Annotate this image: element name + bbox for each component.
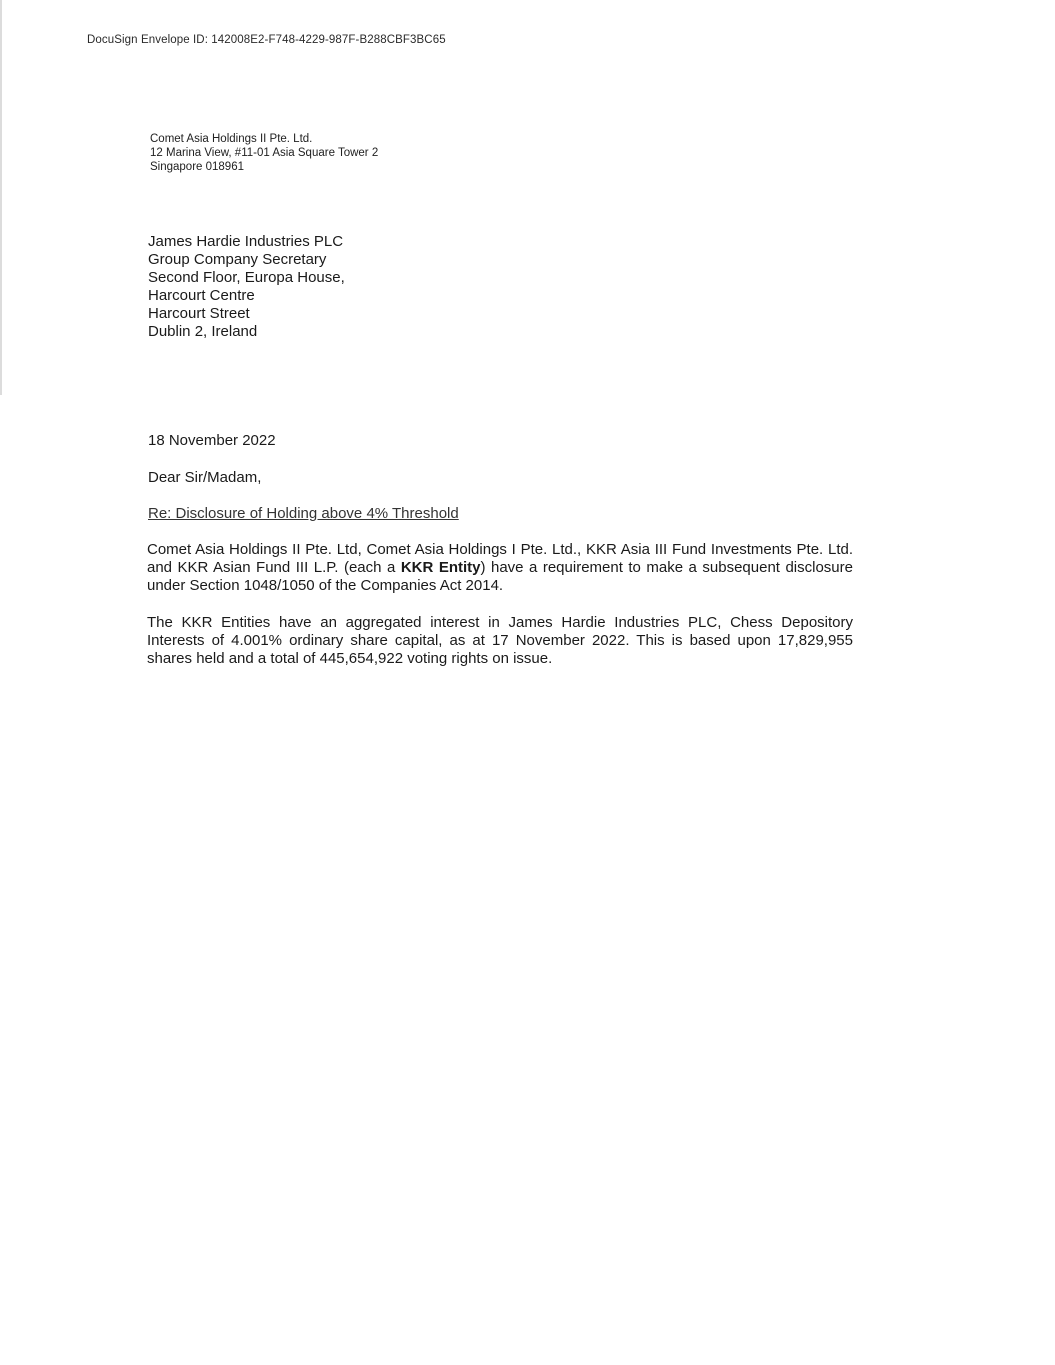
recipient-line: Harcourt Centre — [148, 287, 255, 304]
paragraph-text: ) have a requirement to make a subsequent disclosure under Section 1048/1050 of the Companies Act 2014. — [147, 559, 853, 594]
paragraph-entities — [147, 541, 853, 595]
letter-date: 18 November 2022 — [148, 432, 276, 449]
sender-line: Comet Asia Holdings II Pte. Ltd. — [150, 133, 313, 145]
sender-line: Singapore 018961 — [150, 161, 244, 173]
recipient-address — [148, 233, 345, 341]
recipient-line: Harcourt Street — [148, 305, 250, 322]
subject-line: Re: Disclosure of Holding above 4% Threshold — [148, 505, 459, 522]
docusign-envelope-id: DocuSign Envelope ID: 142008E2-F748-4229-987F-B288CBF3BC65 — [87, 34, 446, 46]
defined-term: KKR Entity — [400, 559, 481, 576]
scan-edge — [0, 0, 2, 395]
paragraph-text: Comet Asia Holdings II Pte. Ltd, Comet Asia Holdings I Pte. Ltd., KKR Asia III Fund Investments Pte. Ltd. and KKR Asian Fund III L.P. (each a — [147, 541, 853, 576]
recipient-line: Second Floor, Europa House, — [148, 269, 345, 286]
recipient-line: Group Company Secretary — [148, 251, 327, 268]
paragraph-interest: The KKR Entities have an aggregated interest in James Hardie Industries PLC, Chess Depository Interests of 4.001% ordinary share capital, as at 17 November 2022. This is based upon 17,829,955 shares held and a total of 445,654,922 voting rights on issue. — [147, 614, 853, 667]
recipient-line: James Hardie Industries PLC — [148, 233, 344, 250]
sender-address — [150, 132, 378, 174]
sender-line: 12 Marina View, #11-01 Asia Square Tower 2 — [150, 147, 379, 159]
salutation: Dear Sir/Madam, — [148, 469, 262, 486]
recipient-line: Dublin 2, Ireland — [148, 323, 258, 340]
